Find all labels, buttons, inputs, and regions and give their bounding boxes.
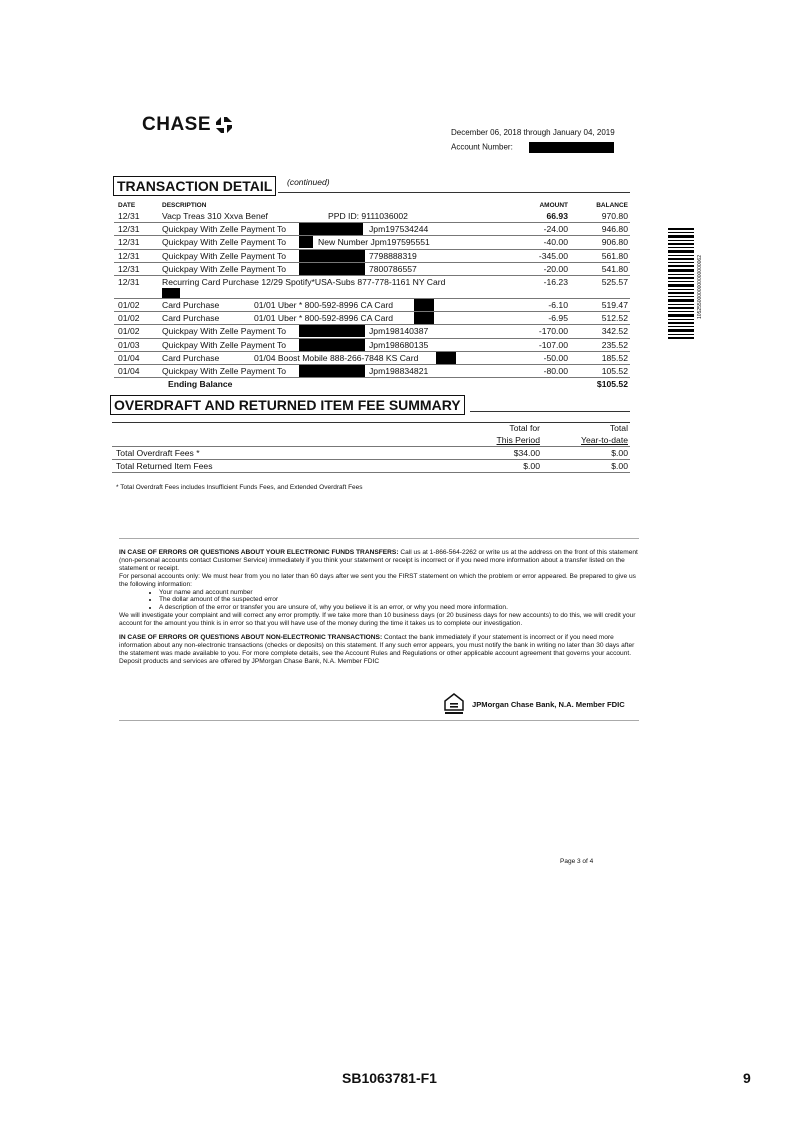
- fee-summary-table: [112, 423, 630, 473]
- ending-empty: [508, 378, 570, 391]
- row-balance: 342.52: [570, 325, 630, 338]
- row-description: [158, 351, 508, 364]
- col-ytd-line2: Year-to-date: [581, 435, 628, 445]
- transaction-detail-title: TRANSACTION DETAIL: [113, 176, 276, 196]
- statement-period: December 06, 2018 through January 04, 2019: [451, 128, 615, 137]
- row-date: 12/31: [114, 223, 158, 236]
- table-row: [114, 312, 630, 325]
- row-date: 12/31: [114, 249, 158, 262]
- desc-detail: Jpm198680135: [369, 339, 429, 350]
- row-balance: 525.57: [570, 275, 630, 298]
- row-description: [158, 236, 508, 249]
- nonelectronic-heading: IN CASE OF ERRORS OR QUESTIONS ABOUT NON-ELECTRONIC TRANSACTIONS:: [119, 634, 383, 642]
- desc-main: Card Purchase: [162, 299, 220, 310]
- row-balance: 541.80: [570, 262, 630, 275]
- ending-empty: [114, 378, 158, 391]
- row-amount: -50.00: [508, 351, 570, 364]
- fee-period: $34.00: [452, 447, 542, 460]
- desc-main: Card Purchase: [162, 352, 220, 363]
- transaction-table: [114, 202, 630, 390]
- redacted-card: [414, 299, 434, 311]
- redacted-name: [299, 250, 365, 262]
- desc-main: Recurring Card Purchase 12/29 Spotify*USA-Subs 877-778-1161 NY Card: [162, 276, 446, 287]
- desc-main: Quickpay With Zelle Payment To: [162, 326, 287, 337]
- overdraft-title: OVERDRAFT AND RETURNED ITEM FEE SUMMARY: [110, 395, 465, 415]
- ending-balance-label: Ending Balance: [168, 379, 233, 390]
- row-balance: 946.80: [570, 223, 630, 236]
- fee-header-empty: [112, 434, 452, 447]
- page-indicator: Page 3 of 4: [560, 858, 594, 865]
- table-row: [114, 338, 630, 351]
- row-description: [158, 210, 508, 223]
- row-date: 01/02: [114, 312, 158, 325]
- fee-header-row: [112, 423, 630, 434]
- table-row: [114, 275, 630, 298]
- info-list: [119, 589, 639, 613]
- fee-header-empty: [112, 423, 452, 434]
- table-row: [114, 262, 630, 275]
- row-amount: -40.00: [508, 236, 570, 249]
- desc-main: Vacp Treas 310 Xxva Benef: [162, 211, 268, 221]
- desc-main: Quickpay With Zelle Payment To: [162, 250, 287, 261]
- list-item: • A description of the error or transfer you are unsure of, why you believe it is an error, or why you need more information.: [159, 604, 639, 612]
- row-amount: -6.10: [508, 298, 570, 311]
- desc-detail: 01/04 Boost Mobile 888-266-7848 KS Card: [254, 352, 419, 363]
- redacted-name: [299, 236, 313, 248]
- ending-balance-value: $105.52: [596, 379, 628, 390]
- col-date: DATE: [118, 202, 136, 209]
- redacted-card: [436, 352, 456, 364]
- col-period-line1: Total for: [509, 423, 540, 433]
- row-date: 01/02: [114, 298, 158, 311]
- redacted-name: [299, 325, 365, 337]
- eft-text: Call us at 1-866-564-2262 or write us at the address on the front of this statement (non-personal accounts contact Customer Service) immediately if you think your statement or receipt is incorrect or if you need more information about a transfer listed on the statement or receipt.: [119, 549, 638, 572]
- row-date: 12/31: [114, 210, 158, 223]
- row-description: [158, 249, 508, 262]
- row-description: [158, 364, 508, 377]
- barcode-number: 10525500000000000000062: [697, 255, 703, 319]
- row-description: [158, 325, 508, 338]
- row-description: [158, 275, 508, 298]
- row-balance: 105.52: [570, 364, 630, 377]
- overdraft-footnote: * Total Overdraft Fees includes Insufficient Funds Fees, and Extended Overdraft Fees: [116, 484, 363, 491]
- fee-row: [112, 460, 630, 473]
- row-balance: 519.47: [570, 298, 630, 311]
- row-amount: -20.00: [508, 262, 570, 275]
- desc-main: Card Purchase: [162, 313, 220, 324]
- row-amount: -107.00: [508, 338, 570, 351]
- col-ytd-line1: Total: [609, 423, 628, 433]
- table-row: [114, 223, 630, 236]
- row-description: [158, 298, 508, 311]
- row-amount: -170.00: [508, 325, 570, 338]
- redacted-name: [299, 223, 363, 235]
- row-date: 12/31: [114, 236, 158, 249]
- row-balance: 235.52: [570, 338, 630, 351]
- error-disclosures: [119, 549, 639, 666]
- fee-box-top-rule: [112, 422, 630, 423]
- fdic-text: JPMorgan Chase Bank, N.A. Member FDIC: [472, 699, 625, 709]
- table-row: [114, 236, 630, 249]
- table-row: [114, 210, 630, 223]
- row-amount: -6.95: [508, 312, 570, 325]
- fee-ytd: $.00: [542, 447, 630, 460]
- desc-detail: 01/01 Uber * 800-592-8996 CA Card: [254, 299, 394, 310]
- row-description: [158, 223, 508, 236]
- list-item: • Your name and account number: [159, 589, 639, 597]
- col-balance: BALANCE: [596, 202, 628, 209]
- row-amount: -16.23: [508, 275, 570, 298]
- continued-label: (continued): [287, 177, 330, 187]
- fee-label: Total Returned Item Fees: [112, 460, 452, 473]
- eft-text3: We will investigate your complaint and will correct any error promptly. If we take more than 10 business days (or 20 business days for new accounts) to do this, we will credit your account for the amount you think is in error so that you will have use of the money during the time it takes us to complete our investigation.: [119, 612, 636, 628]
- col-period-line2: This Period: [496, 435, 540, 445]
- row-date: 01/04: [114, 364, 158, 377]
- redacted-card: [162, 288, 180, 298]
- row-balance: 906.80: [570, 236, 630, 249]
- redacted-name: [299, 339, 365, 351]
- section-rule: [278, 192, 630, 193]
- eft-paragraph: [119, 549, 639, 573]
- desc-detail: Jpm197534244: [369, 224, 429, 235]
- desc-main: Quickpay With Zelle Payment To: [162, 237, 287, 248]
- row-description: [158, 312, 508, 325]
- redacted-name: [299, 263, 365, 275]
- redacted-name: [299, 365, 365, 377]
- eft-heading: IN CASE OF ERRORS OR QUESTIONS ABOUT YOUR ELECTRONIC FUNDS TRANSFERS:: [119, 549, 399, 556]
- list-item: • The dollar amount of the suspected error: [159, 596, 639, 604]
- desc-detail: 7798888319: [369, 250, 417, 261]
- row-amount: -345.00: [508, 249, 570, 262]
- fee-ytd: $.00: [542, 460, 630, 473]
- equal-housing-lender-icon: [444, 693, 464, 715]
- octagon-logo-icon: [216, 117, 232, 133]
- col-description: DESCRIPTION: [162, 202, 207, 209]
- fdic-notice: [444, 693, 625, 715]
- chase-logo: [142, 114, 232, 136]
- row-balance: 561.80: [570, 249, 630, 262]
- desc-main: Quickpay With Zelle Payment To: [162, 365, 287, 376]
- bank-name: CHASE: [142, 114, 212, 135]
- table-row: [114, 364, 630, 377]
- divider: [119, 538, 639, 539]
- ending-balance-row: [114, 378, 630, 391]
- row-amount: 66.93: [508, 210, 570, 223]
- section-rule: [470, 411, 630, 412]
- desc-detail: 7800786557: [369, 263, 417, 274]
- desc-detail: New Number Jpm197595551: [318, 237, 430, 248]
- row-balance: 185.52: [570, 351, 630, 364]
- row-date: 12/31: [114, 275, 158, 298]
- row-amount: -24.00: [508, 223, 570, 236]
- table-row: [114, 298, 630, 311]
- row-balance: 970.80: [570, 210, 630, 223]
- row-description: [158, 338, 508, 351]
- fee-label: Total Overdraft Fees *: [112, 447, 452, 460]
- nonelectronic-text: Contact the bank immediately if your statement is incorrect or if you need more information about any non-electronic transactions (checks or deposits) on this statement. If any such error appears, you must notify the bank in writing no later than 30 days after the statement was made available to you. For more complete details, see the Account Rules and Regulations or other applicable account agreement that governs your account. Deposit products and services are offered by JPMorgan Chase Bank, N.A. Member FDIC: [119, 634, 635, 665]
- row-balance: 512.52: [570, 312, 630, 325]
- account-number-row: [451, 142, 614, 153]
- desc-detail: Jpm198140387: [369, 326, 429, 337]
- footer-page-number: 9: [743, 1070, 751, 1086]
- fee-header-row: [112, 434, 630, 447]
- row-date: 01/04: [114, 351, 158, 364]
- row-amount: -80.00: [508, 364, 570, 377]
- row-date: 12/31: [114, 262, 158, 275]
- divider: [119, 720, 639, 721]
- table-row: [114, 325, 630, 338]
- eft-text2: For personal accounts only: We must hear from you no later than 60 days after we sent you the FIRST statement on which the problem or error appeared. Be prepared to give us the following information:: [119, 572, 636, 588]
- table-row: [114, 249, 630, 262]
- table-header: [114, 202, 630, 210]
- redacted-account-number: [529, 142, 614, 153]
- row-description: [158, 262, 508, 275]
- desc-detail: 01/01 Uber * 800-592-8996 CA Card: [254, 313, 394, 324]
- row-date: 01/02: [114, 325, 158, 338]
- row-date: 01/03: [114, 338, 158, 351]
- table-row: [114, 351, 630, 364]
- fee-row: [112, 447, 630, 460]
- account-label: Account Number:: [451, 142, 513, 152]
- col-amount: AMOUNT: [539, 202, 568, 209]
- barcode: [668, 228, 694, 345]
- nonelectronic-paragraph: [119, 634, 639, 666]
- desc-main: Quickpay With Zelle Payment To: [162, 263, 287, 274]
- desc-main: Quickpay With Zelle Payment To: [162, 224, 287, 235]
- desc-detail: Jpm198834821: [369, 365, 429, 376]
- fee-period: $.00: [452, 460, 542, 473]
- desc-main: Quickpay With Zelle Payment To: [162, 339, 287, 350]
- desc-detail: PPD ID: 9111036002: [328, 211, 408, 221]
- redacted-card: [414, 312, 434, 324]
- document-id: SB1063781-F1: [342, 1070, 437, 1086]
